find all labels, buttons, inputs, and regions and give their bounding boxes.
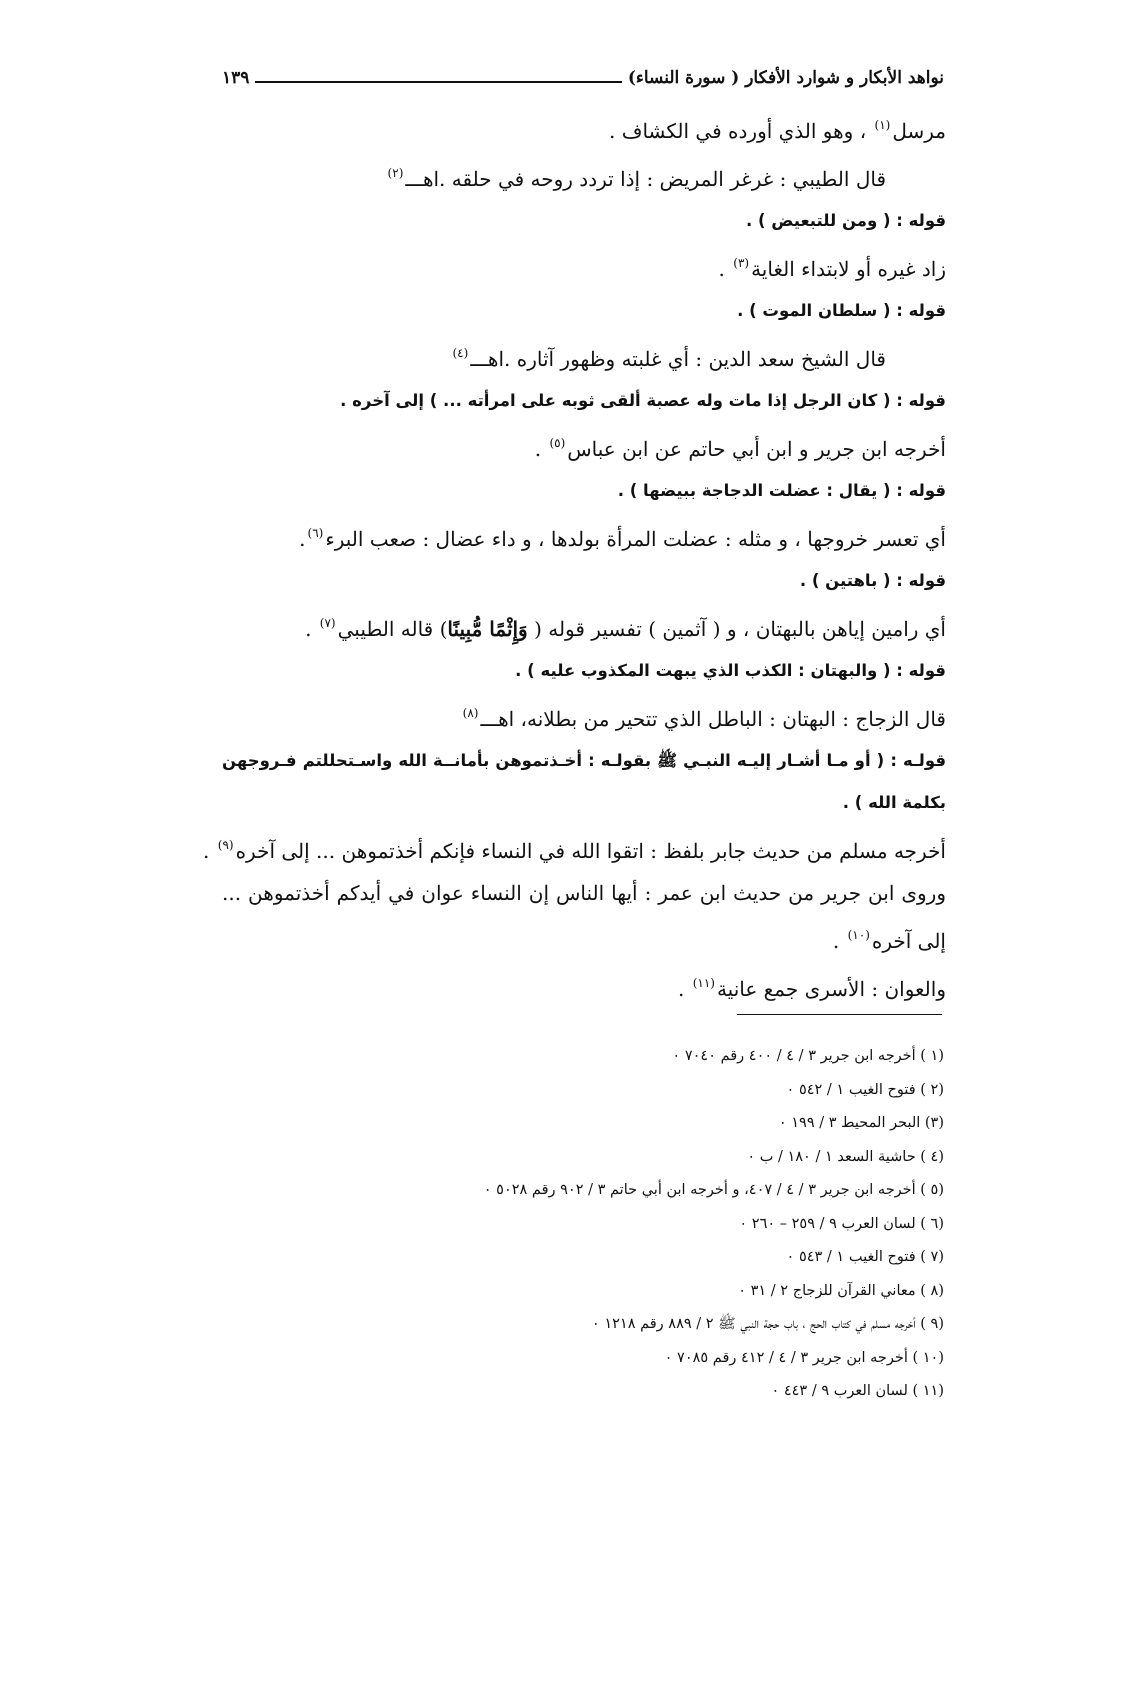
footnote: (٦ ) لسان العرب ٩ / ٢٥٩ – ٢٦٠ ٠ — [739, 1215, 944, 1232]
text-line: قال الشيخ سعد الدين : أي غلبته وظهور آثاره .اهـــ$^{(٤)}$ — [452, 346, 886, 371]
commentary-heading: قوله : ( ومن للتبعيض ) . — [745, 211, 946, 230]
footnote-ref: (١٠) — [847, 928, 870, 942]
footnote-ref: (٥) — [549, 436, 566, 450]
commentary-heading: قوله : ( باهتين ) . — [799, 571, 946, 590]
footnote: (١١ ) لسان العرب ٩ / ٤٤٣ ٠ — [771, 1383, 944, 1399]
commentary-heading: قوله : ( كان الرجل إذا مات وله عصبة ألقى ثوبه على امرأته ... ) إلى آخره . — [340, 391, 946, 410]
text-line: أي رامين إياهن بالبهتان ، و ( آثمين ) تفسير قوله ( وَإِثْمًا مُّبِينًا) قاله الطيبي$^{(٧)}$ . — [305, 616, 946, 641]
footnote-ref: (٢) — [387, 166, 404, 180]
footnote: (٨ ) معاني القرآن للزجاج ٢ / ٣١ ٠ — [738, 1282, 944, 1299]
footnote-ref: (١١) — [692, 976, 715, 990]
text-line: وروى ابن جرير من حديث ابن عمر : أيها الناس إن النساء عوان في أيدكم أخذتموهن ... إلى آخره$^{(١٠)}$ . — [222, 881, 946, 953]
text-line: أخرجه مسلم من حديث جابر بلفظ : اتقوا الله في النساء فإنكم أخذتموهن ... إلى آخره$^{(٩)}$ . — [203, 838, 946, 863]
main-text — [203, 104, 946, 1010]
footnote-ref: (٦) — [307, 526, 324, 540]
running-header — [222, 66, 944, 90]
footnote: (٣) البحر المحيط ٣ / ١٩٩ ٠ — [778, 1115, 944, 1131]
text-line: زاد غيره أو لابتداء الغاية$^{(٣)}$ . — [718, 256, 946, 281]
text-line: أخرجه ابن جرير و ابن أبي حاتم عن ابن عباس$^{(٥)}$ . — [534, 436, 946, 461]
footnote-ref: (٩) — [217, 838, 234, 852]
footnote-separator — [737, 1014, 942, 1015]
text-line: قال الزجاج : البهتان : الباطل الذي تتحير من بطلانه، اهـــ$^{(٨)}$ — [462, 706, 946, 731]
footnote-ref: (٧) — [319, 616, 336, 630]
commentary-heading: قوله : ( والبهتان : الكذب الذي يبهت المكذوب عليه ) . — [515, 661, 946, 680]
text-line: قال الطيبي : غرغر المريض : إذا تردد روحه في حلقه .اهـــ$^{(٢)}$ — [387, 166, 886, 191]
commentary-heading: قوله : ( سلطان الموت ) . — [737, 301, 946, 320]
footnote: (٤ ) حاشية السعد ١ / ١٨٠ / ب ٠ — [747, 1148, 944, 1165]
commentary-heading: قوله : ( يقال : عضلت الدجاجة ببيضها ) . — [617, 481, 946, 500]
footnote: (١ ) أخرجه ابن جرير ٣ / ٤ / ٤٠٠ رقم ٧٠٤٠ ٠ — [672, 1048, 944, 1064]
quran-quote: وَإِثْمًا مُّبِينًا — [447, 617, 528, 641]
footnote-ref: (٣) — [733, 256, 750, 270]
footnote: (٢ ) فتوح الغيب ١ / ٥٤٢ ٠ — [786, 1081, 944, 1098]
footnote: (٧ ) فتوح الغيب ١ / ٥٤٣ ٠ — [786, 1249, 944, 1265]
text-line: والعوان : الأسرى جمع عانية$^{(١١)}$ . — [677, 976, 946, 1001]
text-line: مرسل$^{(١)}$ ، وهو الذي أورده في الكشاف . — [609, 118, 946, 143]
header-rule — [255, 81, 621, 83]
footnote-ref: (١) — [874, 118, 891, 132]
footnote: (٥ ) أخرجه ابن جرير ٣ / ٤ / ٤٠٧، و أخرجه ابن أبي حاتم ٣ / ٩٠٢ رقم ٥٠٢٨ ٠ — [483, 1182, 944, 1198]
footnotes — [222, 1040, 944, 1409]
footnote: (١٠ ) أخرجه ابن جرير ٣ / ٤ / ٤١٢ رقم ٧٠٨٥ ٠ — [664, 1349, 944, 1366]
text-line: أي تعسر خروجها ، و مثله : عضلت المرأة بولدها ، و داء عضال : صعب البرء$^{(٦)}$. — [299, 526, 946, 551]
header-title: نواهد الأبكار و شوارد الأفكار ( سورة النساء) — [627, 68, 944, 88]
page-number: ١٣٩ — [222, 68, 250, 88]
footnote-ref: (٤) — [452, 346, 469, 360]
commentary-heading: قولـه : ( أو مـا أشـار إليـه النبـي ﷺ بقولـه : أخـذتموهن بأمانــة الله واسـتحللتم فـروجهن بكلمة الله ) . — [222, 751, 946, 812]
footnote-ref: (٨) — [462, 706, 479, 720]
footnote: (٩ ) أخرجه مسلم في كتاب الحج ، باب حجة النبي ﷺ ٢ / ٨٨٩ رقم ١٢١٨ ٠ — [591, 1316, 944, 1332]
